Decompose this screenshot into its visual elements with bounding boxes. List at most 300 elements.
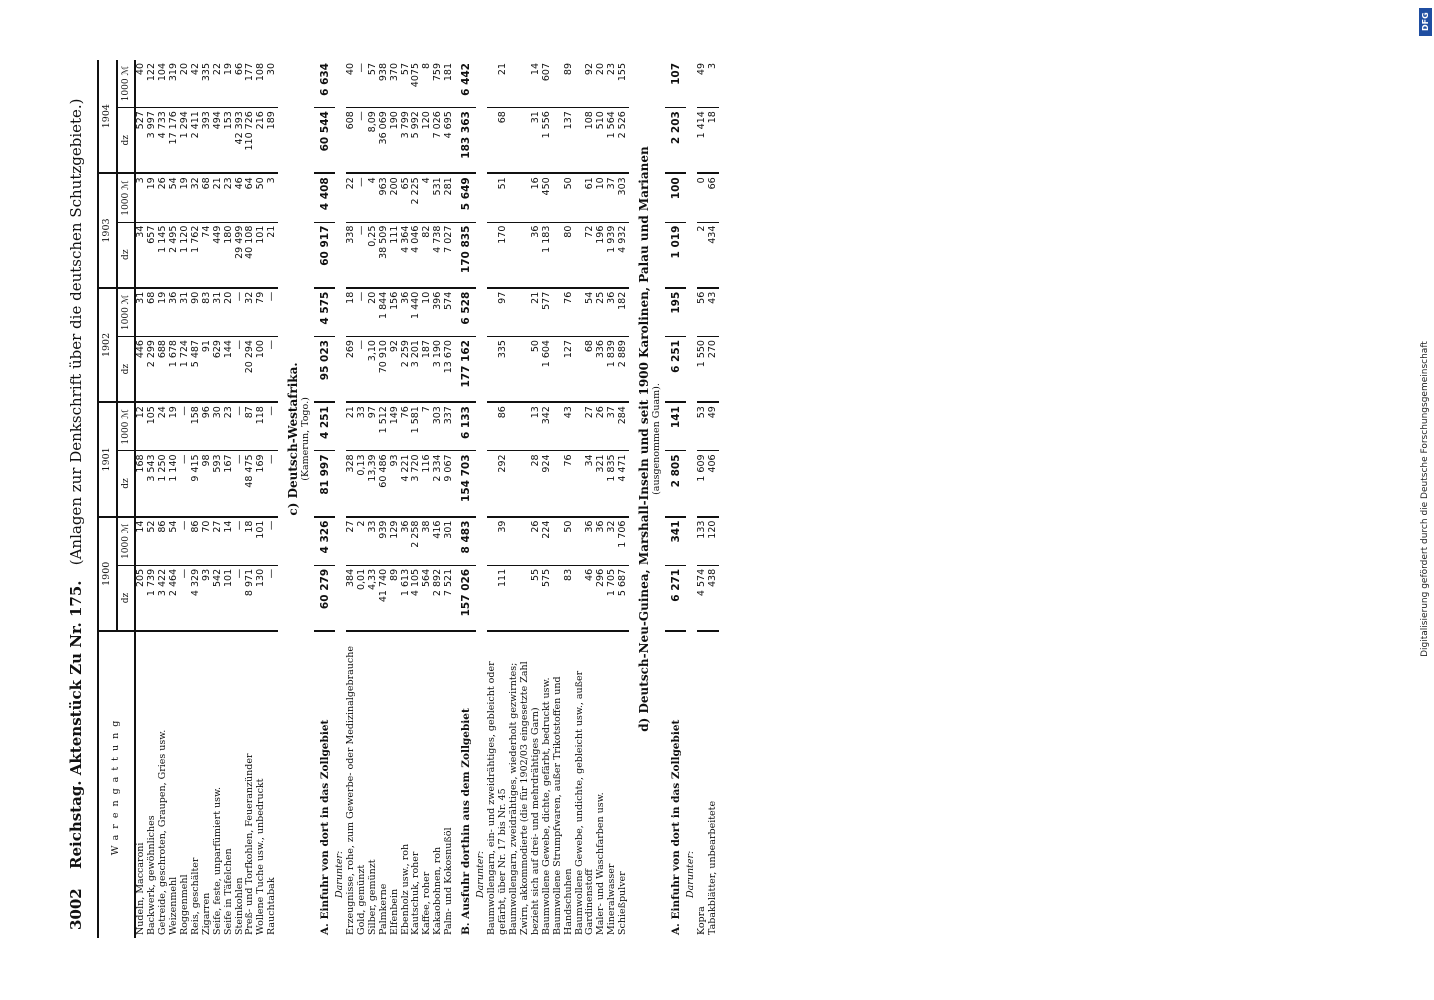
cell-quantity-dz: 2 495 xyxy=(169,222,180,288)
cell-value-1000m: 27 xyxy=(346,517,357,566)
cell-quantity-dz: 3 997 xyxy=(147,108,158,174)
rotated-document-page xyxy=(37,40,1397,960)
cell-value-1000m: 8 483 xyxy=(455,517,476,566)
year-header-1902: 1902 xyxy=(98,288,117,402)
row-label: Maler- und Waschfarben usw. xyxy=(595,792,607,935)
cell-value-1000m: 40 xyxy=(135,60,147,108)
cell-quantity-dz: 108 xyxy=(575,108,597,174)
cell-quantity-dz: 205 xyxy=(135,565,147,631)
cell-value-1000m: 96 xyxy=(202,402,213,451)
cell-value-1000m: 200 xyxy=(390,173,401,222)
cell-value-1000m: 3 xyxy=(135,173,147,222)
export-total-row xyxy=(455,60,476,938)
cell-quantity-dz: 4 221 xyxy=(401,451,412,517)
cell-quantity-dz: 111 xyxy=(390,222,401,288)
cell-quantity-dz: 7 027 xyxy=(444,222,455,288)
cell-quantity-dz: 170 835 xyxy=(455,222,476,288)
table-row xyxy=(575,60,597,938)
cell-quantity-dz: 46 xyxy=(575,565,597,631)
cell-value-1000m: 24 xyxy=(158,402,169,451)
cell-value-1000m: 32 xyxy=(245,288,256,337)
cell-quantity-dz: 328 xyxy=(346,451,357,517)
cell-quantity-dz: 494 xyxy=(213,108,224,174)
cell-quantity-dz: 1 120 xyxy=(180,222,191,288)
cell-value-1000m: 141 xyxy=(665,402,686,451)
cell-quantity-dz: — xyxy=(267,337,278,403)
cell-value-1000m: 57 xyxy=(368,60,379,108)
cell-value-1000m: 40 xyxy=(346,60,357,108)
table-row xyxy=(596,60,607,938)
row-label: Seife in Täfelchen xyxy=(222,848,234,935)
cell-value-1000m: 50 xyxy=(256,173,267,222)
cell-quantity-dz: 446 xyxy=(135,337,147,403)
cell-quantity-dz: 4 574 xyxy=(697,565,708,631)
cell-quantity-dz: 296 xyxy=(596,565,607,631)
unit-dz: dz xyxy=(117,337,135,403)
cell-quantity-dz: 13 670 xyxy=(444,337,455,403)
row-label: Mineralwasser xyxy=(606,863,618,935)
cell-quantity-dz: 36 xyxy=(509,222,542,288)
row-label: Preß- und Torfkohlen, Feueranzünder xyxy=(244,753,256,935)
cell-value-1000m: 3 xyxy=(708,60,719,108)
cell-value-1000m: 18 xyxy=(245,517,256,566)
document-reference: Aktenstück Zu Nr. 175. xyxy=(67,580,85,776)
cell-value-1000m: 319 xyxy=(169,60,180,108)
cell-quantity-dz: 3 190 xyxy=(433,337,444,403)
row-label: Gold, gemünzt xyxy=(355,864,367,935)
item-column-header: Warengattung xyxy=(98,631,135,938)
table-row xyxy=(444,60,455,938)
cell-value-1000m: 49 xyxy=(708,402,719,451)
cell-quantity-dz: 321 xyxy=(596,451,607,517)
cell-value-1000m: 97 xyxy=(368,402,379,451)
cell-quantity-dz: 170 xyxy=(487,222,509,288)
cell-quantity-dz: 292 xyxy=(487,451,509,517)
cell-value-1000m: 26 xyxy=(509,517,542,566)
cell-quantity-dz: 29 499 xyxy=(235,222,246,288)
section-heading: d) Deutsch-Neu-Guinea, Marshall-Inseln und seit 1900 Karolinen, Palau und Marianen xyxy=(637,146,652,732)
cell-quantity-dz: 111 xyxy=(487,565,509,631)
table-row xyxy=(553,60,575,938)
cell-quantity-dz: 2 805 xyxy=(665,451,686,517)
page-number: 3002 xyxy=(67,888,85,930)
cell-value-1000m: 20 xyxy=(180,60,191,108)
cell-quantity-dz: 81 997 xyxy=(314,451,335,517)
cell-value-1000m: 4 326 xyxy=(314,517,335,566)
cell-quantity-dz: 72 xyxy=(575,222,597,288)
page-title: (Anlagen zur Denkschrift über die deutschen Schutzgebiete.) xyxy=(67,98,85,566)
cell-value-1000m: 97 xyxy=(487,288,509,337)
page-header xyxy=(67,70,85,930)
cell-quantity-dz: 924 xyxy=(542,451,553,517)
cell-value-1000m: 607 xyxy=(542,60,553,108)
cell-quantity-dz: 4 738 xyxy=(433,222,444,288)
cell-quantity-dz: 1 550 xyxy=(697,337,708,403)
cell-value-1000m: 6 528 xyxy=(455,288,476,337)
cell-quantity-dz: 28 xyxy=(509,451,542,517)
cell-value-1000m: 38 xyxy=(422,517,433,566)
cell-value-1000m: 120 xyxy=(708,517,719,566)
cell-value-1000m: 36 xyxy=(169,288,180,337)
row-label: Backwerk, gewöhnliches xyxy=(146,815,158,935)
cell-quantity-dz: 384 xyxy=(346,565,357,631)
cell-quantity-dz: 190 xyxy=(390,108,401,174)
row-label: Kakaobohnen, roh xyxy=(432,846,444,935)
cell-value-1000m: 46 xyxy=(235,173,246,222)
cell-value-1000m: 108 xyxy=(256,60,267,108)
cell-quantity-dz: 3 720 xyxy=(411,451,422,517)
cell-quantity-dz: 1 739 xyxy=(147,565,158,631)
cell-quantity-dz: 36 069 xyxy=(379,108,390,174)
cell-value-1000m: 23 xyxy=(224,402,235,451)
cell-value-1000m: 19 xyxy=(147,173,158,222)
cell-quantity-dz: 338 xyxy=(346,222,357,288)
cell-quantity-dz: — xyxy=(180,451,191,517)
section-heading: c) Deutsch-Westafrika. xyxy=(286,362,301,516)
cell-value-1000m: 342 xyxy=(542,402,553,451)
cell-value-1000m: 12 xyxy=(135,402,147,451)
cell-quantity-dz: — xyxy=(357,337,368,403)
cell-quantity-dz: 510 xyxy=(596,108,607,174)
cell-quantity-dz: 393 xyxy=(202,108,213,174)
cell-quantity-dz: 60 544 xyxy=(314,108,335,174)
cell-quantity-dz: 0,01 xyxy=(357,565,368,631)
cell-quantity-dz: 406 xyxy=(708,451,719,517)
cell-value-1000m: 68 xyxy=(202,173,213,222)
cell-value-1000m: 939 xyxy=(379,517,390,566)
cell-quantity-dz: 2 892 xyxy=(433,565,444,631)
cell-quantity-dz: 1 604 xyxy=(542,337,553,403)
cell-quantity-dz: — xyxy=(235,451,246,517)
unit-dz: dz xyxy=(117,451,135,517)
cell-quantity-dz: 527 xyxy=(135,108,147,174)
cell-quantity-dz: 3 201 xyxy=(411,337,422,403)
cell-quantity-dz: 169 xyxy=(256,451,267,517)
cell-value-1000m: 89 xyxy=(553,60,575,108)
cell-quantity-dz: 38 509 xyxy=(379,222,390,288)
cell-value-1000m: 19 xyxy=(180,173,191,222)
cell-value-1000m: 79 xyxy=(256,288,267,337)
cell-quantity-dz: 5 487 xyxy=(191,337,202,403)
cell-value-1000m: 416 xyxy=(433,517,444,566)
cell-quantity-dz: 608 xyxy=(346,108,357,174)
cell-value-1000m: 2 xyxy=(357,517,368,566)
table-row xyxy=(180,60,191,938)
cell-quantity-dz: 34 xyxy=(135,222,147,288)
cell-quantity-dz: 216 xyxy=(256,108,267,174)
cell-quantity-dz: 50 xyxy=(509,337,542,403)
cell-value-1000m: 54 xyxy=(169,173,180,222)
cell-quantity-dz: 183 363 xyxy=(455,108,476,174)
cell-quantity-dz: 2 464 xyxy=(169,565,180,631)
cell-value-1000m: 30 xyxy=(213,402,224,451)
cell-quantity-dz: 6 251 xyxy=(665,337,686,403)
cell-value-1000m: 76 xyxy=(401,402,412,451)
cell-value-1000m: 6 442 xyxy=(455,60,476,108)
cell-quantity-dz: 4 364 xyxy=(401,222,412,288)
cell-value-1000m: 129 xyxy=(390,517,401,566)
cell-value-1000m: 36 xyxy=(607,288,618,337)
row-label: Baumwollengarn, ein- und zweidrähtiges, gebleicht oder gefärbt, über Nr. 17 bis Nr. 45 xyxy=(486,661,509,935)
cell-quantity-dz: 0,13 xyxy=(357,451,368,517)
cell-quantity-dz: 1 250 xyxy=(158,451,169,517)
unit-dz: dz xyxy=(117,565,135,631)
unit-value: 1000 ℳ xyxy=(117,517,135,566)
cell-quantity-dz: 98 xyxy=(202,451,213,517)
cell-quantity-dz: 2 203 xyxy=(665,108,686,174)
cell-quantity-dz: 2 889 xyxy=(618,337,629,403)
cell-quantity-dz: 1 939 xyxy=(607,222,618,288)
cell-value-1000m: 177 xyxy=(245,60,256,108)
cell-value-1000m: 759 xyxy=(433,60,444,108)
cell-quantity-dz: 657 xyxy=(147,222,158,288)
table-body xyxy=(135,60,718,938)
cell-value-1000m: 21 xyxy=(509,288,542,337)
cell-value-1000m: 65 xyxy=(401,173,412,222)
cell-quantity-dz: 1 564 xyxy=(607,108,618,174)
row-label: Steinkohlen xyxy=(233,877,245,935)
cell-quantity-dz: 154 703 xyxy=(455,451,476,517)
cell-value-1000m: 4075 xyxy=(411,60,422,108)
cell-quantity-dz: 1 613 xyxy=(401,565,412,631)
cell-value-1000m: 23 xyxy=(224,173,235,222)
cell-quantity-dz: 1 705 xyxy=(607,565,618,631)
cell-value-1000m: 396 xyxy=(433,288,444,337)
cell-value-1000m: — xyxy=(180,402,191,451)
row-label: B. Ausfuhr dorthin aus dem Zollgebiet xyxy=(460,708,473,935)
cell-value-1000m: 531 xyxy=(433,173,444,222)
cell-quantity-dz: 31 xyxy=(509,108,542,174)
cell-quantity-dz: 40 108 xyxy=(245,222,256,288)
cell-value-1000m: 19 xyxy=(224,60,235,108)
cell-quantity-dz: 196 xyxy=(596,222,607,288)
cell-value-1000m: — xyxy=(267,402,278,451)
cell-value-1000m: 26 xyxy=(158,173,169,222)
row-label: Weizenmehl xyxy=(168,876,180,935)
cell-value-1000m: 1 706 xyxy=(618,517,629,566)
cell-value-1000m: 20 xyxy=(368,288,379,337)
cell-value-1000m: 86 xyxy=(191,517,202,566)
cell-quantity-dz: 1 145 xyxy=(158,222,169,288)
cell-value-1000m: 335 xyxy=(202,60,213,108)
cell-quantity-dz: 95 023 xyxy=(314,337,335,403)
row-label: Baumwollene Gewebe, undichte, gebleicht usw., außer Gardinenstoff xyxy=(573,670,596,935)
year-header-1901: 1901 xyxy=(98,402,117,516)
cell-value-1000m: 10 xyxy=(596,173,607,222)
cell-value-1000m: 303 xyxy=(618,173,629,222)
cell-quantity-dz: 5 992 xyxy=(411,108,422,174)
cell-value-1000m: 4 xyxy=(368,173,379,222)
cell-value-1000m: 107 xyxy=(665,60,686,108)
cell-value-1000m: 1 512 xyxy=(379,402,390,451)
cell-value-1000m: 938 xyxy=(379,60,390,108)
dfg-logo: DFG xyxy=(1419,8,1432,36)
cell-value-1000m: 1 581 xyxy=(411,402,422,451)
cell-value-1000m: 36 xyxy=(575,517,597,566)
cell-value-1000m: — xyxy=(357,288,368,337)
darunter-label: Darunter: xyxy=(475,850,487,898)
cell-quantity-dz: 1 835 xyxy=(607,451,618,517)
cell-value-1000m: 1 844 xyxy=(379,288,390,337)
cell-value-1000m: 2 258 xyxy=(411,517,422,566)
cell-quantity-dz: 2 299 xyxy=(147,337,158,403)
cell-quantity-dz: 100 xyxy=(256,337,267,403)
cell-quantity-dz: 564 xyxy=(422,565,433,631)
cell-quantity-dz: 2 259 xyxy=(401,337,412,403)
table-row xyxy=(191,60,202,938)
cell-value-1000m: 87 xyxy=(245,402,256,451)
cell-quantity-dz: 60 279 xyxy=(314,565,335,631)
cell-value-1000m: 43 xyxy=(708,288,719,337)
table-row xyxy=(509,60,542,938)
cell-quantity-dz: 116 xyxy=(422,451,433,517)
cell-value-1000m: 70 xyxy=(202,517,213,566)
cell-value-1000m: — xyxy=(357,60,368,108)
row-label: Baumwollene Gewebe, dichte, gefärbt, bedruckt usw. xyxy=(540,677,552,935)
cell-value-1000m: 281 xyxy=(444,173,455,222)
cell-quantity-dz: 34 xyxy=(575,451,597,517)
cell-value-1000m: 21 xyxy=(346,402,357,451)
row-label: Erzeugnisse, rohe, zum Gewerbe- oder Medizinalgebrauche xyxy=(344,646,356,935)
cell-value-1000m: 37 xyxy=(607,173,618,222)
cell-quantity-dz: 2 526 xyxy=(618,108,629,174)
cell-value-1000m: 5 649 xyxy=(455,173,476,222)
cell-value-1000m: 105 xyxy=(147,402,158,451)
cell-quantity-dz: 177 162 xyxy=(455,337,476,403)
cell-value-1000m: 27 xyxy=(575,402,597,451)
cell-value-1000m: 92 xyxy=(575,60,597,108)
row-label: Getreide, geschroten, Graupen, Gries usw. xyxy=(157,729,169,935)
row-label: Elfenbein xyxy=(388,888,400,935)
cell-quantity-dz: 18 xyxy=(708,108,719,174)
cell-quantity-dz: 1 140 xyxy=(169,451,180,517)
table-row xyxy=(390,60,401,938)
cell-value-1000m: — xyxy=(235,402,246,451)
cell-value-1000m: 54 xyxy=(169,517,180,566)
cell-value-1000m: 574 xyxy=(444,288,455,337)
cell-quantity-dz: 153 xyxy=(224,108,235,174)
cell-quantity-dz: 3 422 xyxy=(158,565,169,631)
cell-value-1000m: 303 xyxy=(433,402,444,451)
cell-value-1000m: 104 xyxy=(158,60,169,108)
cell-quantity-dz: 4 733 xyxy=(158,108,169,174)
cell-value-1000m: 156 xyxy=(390,288,401,337)
darunter-label: Darunter: xyxy=(684,850,696,898)
cell-quantity-dz: 336 xyxy=(596,337,607,403)
unit-value: 1000 ℳ xyxy=(117,60,135,108)
cell-value-1000m: 14 xyxy=(224,517,235,566)
year-header-1903: 1903 xyxy=(98,173,117,287)
table-row xyxy=(224,60,235,938)
cell-value-1000m: 56 xyxy=(697,288,708,337)
cell-value-1000m: — xyxy=(357,173,368,222)
cell-value-1000m: 1 440 xyxy=(411,288,422,337)
cell-quantity-dz: — xyxy=(267,565,278,631)
cell-quantity-dz: 41 740 xyxy=(379,565,390,631)
row-label: Kaffee, roher xyxy=(421,871,433,935)
cell-quantity-dz: 4,33 xyxy=(368,565,379,631)
year-header-1900: 1900 xyxy=(98,517,117,631)
cell-value-1000m: 577 xyxy=(542,288,553,337)
cell-value-1000m: — xyxy=(235,288,246,337)
cell-quantity-dz: 438 xyxy=(708,565,719,631)
cell-value-1000m: 224 xyxy=(542,517,553,566)
cell-value-1000m: 57 xyxy=(401,60,412,108)
cell-value-1000m: 22 xyxy=(213,60,224,108)
cell-quantity-dz: 68 xyxy=(575,337,597,403)
cell-quantity-dz: 4 105 xyxy=(411,565,422,631)
import-total-row xyxy=(665,60,686,938)
cell-value-1000m: 13 xyxy=(509,402,542,451)
cell-quantity-dz: 3,10 xyxy=(368,337,379,403)
cell-value-1000m: 36 xyxy=(596,517,607,566)
cell-value-1000m: 32 xyxy=(191,173,202,222)
cell-value-1000m: 20 xyxy=(224,288,235,337)
table-row xyxy=(346,60,357,938)
table-row xyxy=(256,60,267,938)
cell-quantity-dz: 4 471 xyxy=(618,451,629,517)
cell-value-1000m: 23 xyxy=(607,60,618,108)
row-label: Seife, feste, unparfümiert usw. xyxy=(211,786,223,935)
digitization-note: Digitalisierung gefördert durch die Deutsche Forschungsgemeinschaft xyxy=(1420,341,1430,657)
table-row xyxy=(379,60,390,938)
cell-value-1000m: 101 xyxy=(256,517,267,566)
cell-quantity-dz: 1 839 xyxy=(607,337,618,403)
cell-value-1000m: 50 xyxy=(553,517,575,566)
unit-value: 1000 ℳ xyxy=(117,288,135,337)
row-label: Kautschuk, roher xyxy=(410,851,422,935)
cell-value-1000m: 25 xyxy=(596,288,607,337)
table-row xyxy=(213,60,224,938)
cell-quantity-dz: 9 067 xyxy=(444,451,455,517)
cell-value-1000m: 19 xyxy=(169,402,180,451)
cell-quantity-dz: 593 xyxy=(213,451,224,517)
cell-value-1000m: 122 xyxy=(147,60,158,108)
row-label: Palm- und Kokosnußöl xyxy=(443,827,455,935)
row-label: Ebenholz usw., roh xyxy=(399,843,411,935)
cell-value-1000m: 149 xyxy=(390,402,401,451)
row-label: Nudeln, Maccaroni xyxy=(135,842,147,935)
cell-value-1000m: 27 xyxy=(213,517,224,566)
cell-value-1000m: 90 xyxy=(191,288,202,337)
cell-value-1000m: 86 xyxy=(158,517,169,566)
unit-value: 1000 ℳ xyxy=(117,402,135,451)
cell-quantity-dz: 55 xyxy=(509,565,542,631)
cell-quantity-dz: 60 486 xyxy=(379,451,390,517)
cell-quantity-dz: 1 609 xyxy=(697,451,708,517)
unit-dz: dz xyxy=(117,222,135,288)
cell-quantity-dz: 6 271 xyxy=(665,565,686,631)
cell-quantity-dz: 89 xyxy=(390,565,401,631)
cell-quantity-dz: 1 414 xyxy=(697,108,708,174)
cell-value-1000m: 36 xyxy=(401,517,412,566)
cell-quantity-dz: 3 543 xyxy=(147,451,158,517)
cell-value-1000m: 14 xyxy=(135,517,147,566)
cell-quantity-dz: 144 xyxy=(224,337,235,403)
cell-value-1000m: 963 xyxy=(379,173,390,222)
cell-quantity-dz: 93 xyxy=(202,565,213,631)
cell-value-1000m: 31 xyxy=(135,288,147,337)
cell-quantity-dz: 110 726 xyxy=(245,108,256,174)
cell-quantity-dz: — xyxy=(267,451,278,517)
unit-value: 1000 ℳ xyxy=(117,173,135,222)
darunter-row xyxy=(686,60,697,938)
cell-value-1000m: 16 xyxy=(509,173,542,222)
cell-quantity-dz: 60 917 xyxy=(314,222,335,288)
cell-value-1000m: 86 xyxy=(487,402,509,451)
cell-value-1000m: 36 xyxy=(401,288,412,337)
cell-value-1000m: 8 xyxy=(422,60,433,108)
